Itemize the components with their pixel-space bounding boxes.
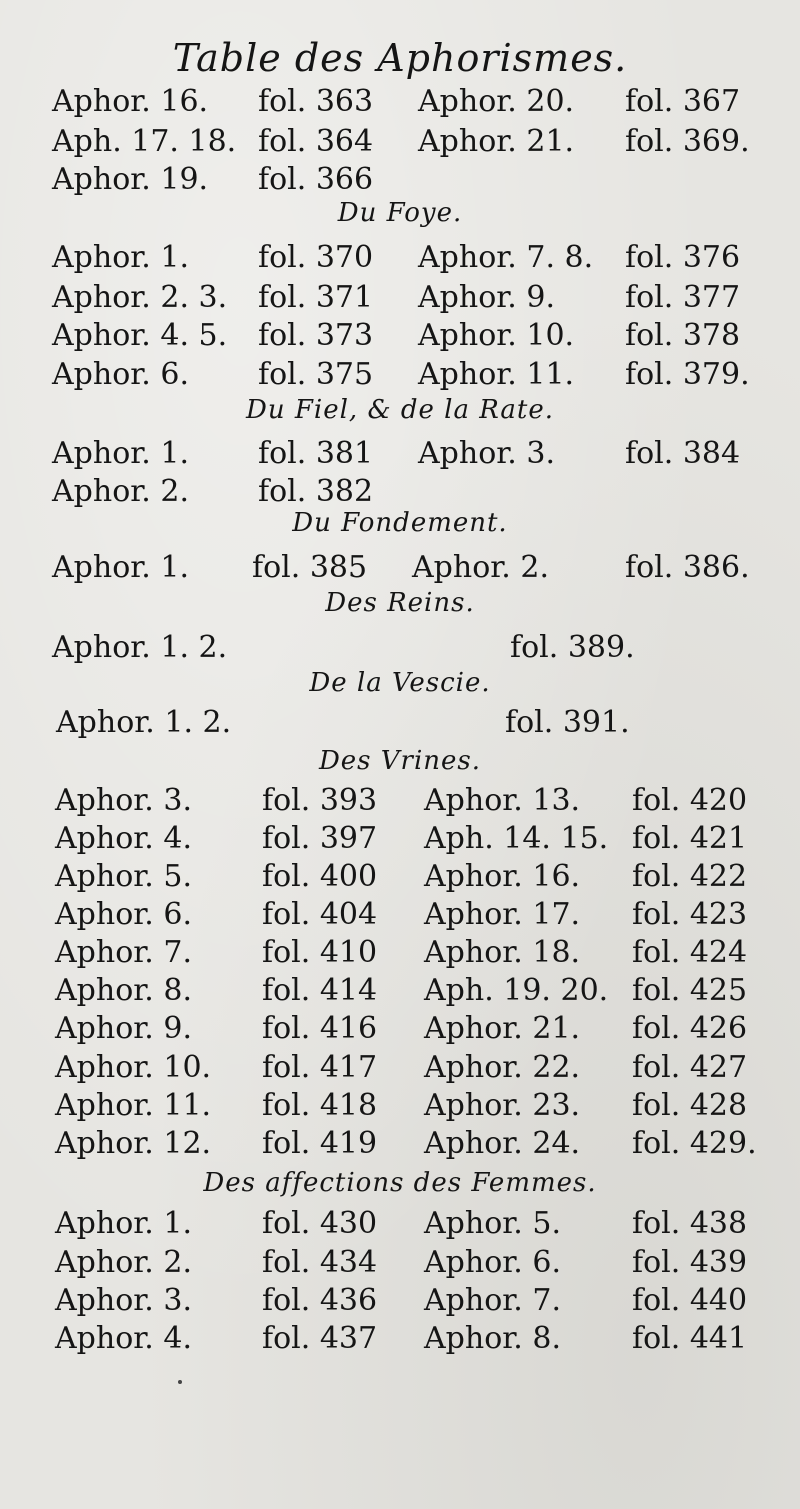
aphorism-ref: Aphor. 12. xyxy=(55,1126,212,1161)
folio-ref: fol. 389. xyxy=(510,630,635,665)
folio-ref: fol. 427 xyxy=(632,1050,748,1085)
aphorism-ref: Aphor. 6. xyxy=(424,1245,561,1280)
aphorism-ref: Aphor. 22. xyxy=(424,1050,581,1085)
aphorism-ref: Aphor. 8. xyxy=(55,973,192,1008)
table-row xyxy=(0,124,800,164)
table-row xyxy=(0,318,800,358)
folio-ref: fol. 384 xyxy=(625,436,741,471)
folio-ref: fol. 404 xyxy=(262,897,378,932)
aphorism-ref: Aphor. 6. xyxy=(55,897,192,932)
folio-ref: fol. 420 xyxy=(632,783,748,818)
folio-ref: fol. 436 xyxy=(262,1283,378,1318)
aphorism-ref: Aphor. 13. xyxy=(424,783,581,818)
table-row xyxy=(0,240,800,280)
table-row xyxy=(0,1206,800,1246)
aphorism-ref: Aphor. 3. xyxy=(418,436,555,471)
folio-ref: fol. 364 xyxy=(258,124,374,159)
folio-ref: fol. 386. xyxy=(625,550,750,585)
table-row xyxy=(0,935,800,975)
table-row xyxy=(0,436,800,476)
aphorism-ref: Aphor. 9. xyxy=(418,280,555,315)
table-row xyxy=(0,783,800,823)
aphorism-ref: Aphor. 7. xyxy=(55,935,192,970)
aphorism-ref: Aphor. 8. xyxy=(424,1321,561,1356)
folio-ref: fol. 370 xyxy=(258,240,374,275)
folio-ref: fol. 440 xyxy=(632,1283,748,1318)
table-row xyxy=(0,1245,800,1285)
folio-ref: fol. 422 xyxy=(632,859,748,894)
aphorism-ref: Aph. 19. 20. xyxy=(424,973,609,1008)
aphorism-ref: Aphor. 17. xyxy=(424,897,581,932)
section-heading: Du Fiel, & de la Rate. xyxy=(246,395,554,425)
aphorism-ref: Aphor. 1. 2. xyxy=(56,705,232,740)
folio-ref: fol. 429. xyxy=(632,1126,757,1161)
folio-ref: fol. 434 xyxy=(262,1245,378,1280)
table-row xyxy=(0,705,800,745)
aphorism-ref: Aphor. 6. xyxy=(52,357,189,392)
aphorism-ref: Aphor. 24. xyxy=(424,1126,581,1161)
folio-ref: fol. 397 xyxy=(262,821,378,856)
folio-ref: fol. 437 xyxy=(262,1321,378,1356)
folio-ref: fol. 424 xyxy=(632,935,748,970)
aphorism-ref: Aphor. 5. xyxy=(424,1206,561,1241)
section-heading: Du Foye. xyxy=(337,198,463,228)
aphorism-ref: Aphor. 9. xyxy=(55,1011,192,1046)
aphorism-ref: Aphor. 1. xyxy=(52,550,189,585)
section-heading: De la Vescie. xyxy=(309,668,491,698)
folio-ref: fol. 382 xyxy=(258,474,374,509)
folio-ref: fol. 414 xyxy=(262,973,378,1008)
aphorism-ref: Aphor. 3. xyxy=(55,1283,192,1318)
aphorism-ref: Aphor. 2. 3. xyxy=(52,280,228,315)
aphorism-ref: Aphor. 23. xyxy=(424,1088,581,1123)
table-row xyxy=(0,897,800,937)
aphorism-ref: Aphor. 10. xyxy=(418,318,575,353)
table-row xyxy=(0,630,800,670)
aphorism-ref: Aphor. 10. xyxy=(55,1050,212,1085)
aphorism-ref: Aph. 17. 18. xyxy=(52,124,237,159)
table-row xyxy=(0,1088,800,1128)
table-row xyxy=(0,280,800,320)
folio-ref: fol. 375 xyxy=(258,357,374,392)
table-row xyxy=(0,550,800,590)
aphorism-ref: Aphor. 7. 8. xyxy=(418,240,594,275)
table-row xyxy=(0,859,800,899)
aphorism-ref: Aphor. 1. xyxy=(55,1206,192,1241)
folio-ref: fol. 400 xyxy=(262,859,378,894)
folio-ref: fol. 428 xyxy=(632,1088,748,1123)
folio-ref: fol. 391. xyxy=(505,705,630,740)
folio-ref: fol. 379. xyxy=(625,357,750,392)
ink-speck xyxy=(178,1380,182,1384)
page-title: Table des Aphorismes. xyxy=(172,36,628,80)
aphorism-ref: Aphor. 7. xyxy=(424,1283,561,1318)
aphorism-ref: Aphor. 2. xyxy=(52,474,189,509)
folio-ref: fol. 438 xyxy=(632,1206,748,1241)
aphorism-ref: Aphor. 2. xyxy=(412,550,549,585)
folio-ref: fol. 376 xyxy=(625,240,741,275)
folio-ref: fol. 363 xyxy=(258,84,374,119)
aphorism-ref: Aphor. 1. xyxy=(52,436,189,471)
aphorism-ref: Aphor. 1. 2. xyxy=(52,630,228,665)
aphorism-ref: Aph. 14. 15. xyxy=(424,821,609,856)
table-row xyxy=(0,357,800,397)
folio-ref: fol. 416 xyxy=(262,1011,378,1046)
aphorism-ref: Aphor. 1. xyxy=(52,240,189,275)
aphorism-ref: Aphor. 18. xyxy=(424,935,581,970)
aphorism-ref: Aphor. 19. xyxy=(52,162,209,197)
aphorism-ref: Aphor. 16. xyxy=(424,859,581,894)
table-row xyxy=(0,1050,800,1090)
section-heading: Des Reins. xyxy=(325,588,475,618)
folio-ref: fol. 441 xyxy=(632,1321,748,1356)
aphorism-ref: Aphor. 11. xyxy=(55,1088,212,1123)
section-heading: Des Vrines. xyxy=(318,746,482,776)
section-heading: Des affections des Femmes. xyxy=(203,1168,597,1198)
folio-ref: fol. 369. xyxy=(625,124,750,159)
aphorism-ref: Aphor. 5. xyxy=(55,859,192,894)
table-row xyxy=(0,84,800,124)
folio-ref: fol. 421 xyxy=(632,821,748,856)
table-row xyxy=(0,973,800,1013)
folio-ref: fol. 410 xyxy=(262,935,378,970)
folio-ref: fol. 393 xyxy=(262,783,378,818)
table-row xyxy=(0,1126,800,1166)
aphorism-ref: Aphor. 20. xyxy=(418,84,575,119)
table-row xyxy=(0,1283,800,1323)
folio-ref: fol. 366 xyxy=(258,162,374,197)
aphorism-ref: Aphor. 21. xyxy=(424,1011,581,1046)
folio-ref: fol. 426 xyxy=(632,1011,748,1046)
aphorism-ref: Aphor. 4. xyxy=(55,1321,192,1356)
folio-ref: fol. 417 xyxy=(262,1050,378,1085)
folio-ref: fol. 418 xyxy=(262,1088,378,1123)
folio-ref: fol. 378 xyxy=(625,318,741,353)
folio-ref: fol. 373 xyxy=(258,318,374,353)
aphorism-ref: Aphor. 4. xyxy=(55,821,192,856)
folio-ref: fol. 381 xyxy=(258,436,374,471)
table-row xyxy=(0,821,800,861)
table-row xyxy=(0,1011,800,1051)
aphorism-ref: Aphor. 3. xyxy=(55,783,192,818)
table-row xyxy=(0,1321,800,1361)
folio-ref: fol. 419 xyxy=(262,1126,378,1161)
folio-ref: fol. 425 xyxy=(632,973,748,1008)
section-heading: Du Fondement. xyxy=(292,508,508,538)
folio-ref: fol. 377 xyxy=(625,280,741,315)
aphorism-ref: Aphor. 16. xyxy=(52,84,209,119)
aphorism-ref: Aphor. 2. xyxy=(55,1245,192,1280)
folio-ref: fol. 385 xyxy=(252,550,368,585)
folio-ref: fol. 430 xyxy=(262,1206,378,1241)
table-row xyxy=(0,162,800,202)
folio-ref: fol. 367 xyxy=(625,84,741,119)
folio-ref: fol. 371 xyxy=(258,280,374,315)
folio-ref: fol. 423 xyxy=(632,897,748,932)
folio-ref: fol. 439 xyxy=(632,1245,748,1280)
aphorism-ref: Aphor. 4. 5. xyxy=(52,318,228,353)
aphorism-ref: Aphor. 21. xyxy=(418,124,575,159)
aphorism-ref: Aphor. 11. xyxy=(418,357,575,392)
